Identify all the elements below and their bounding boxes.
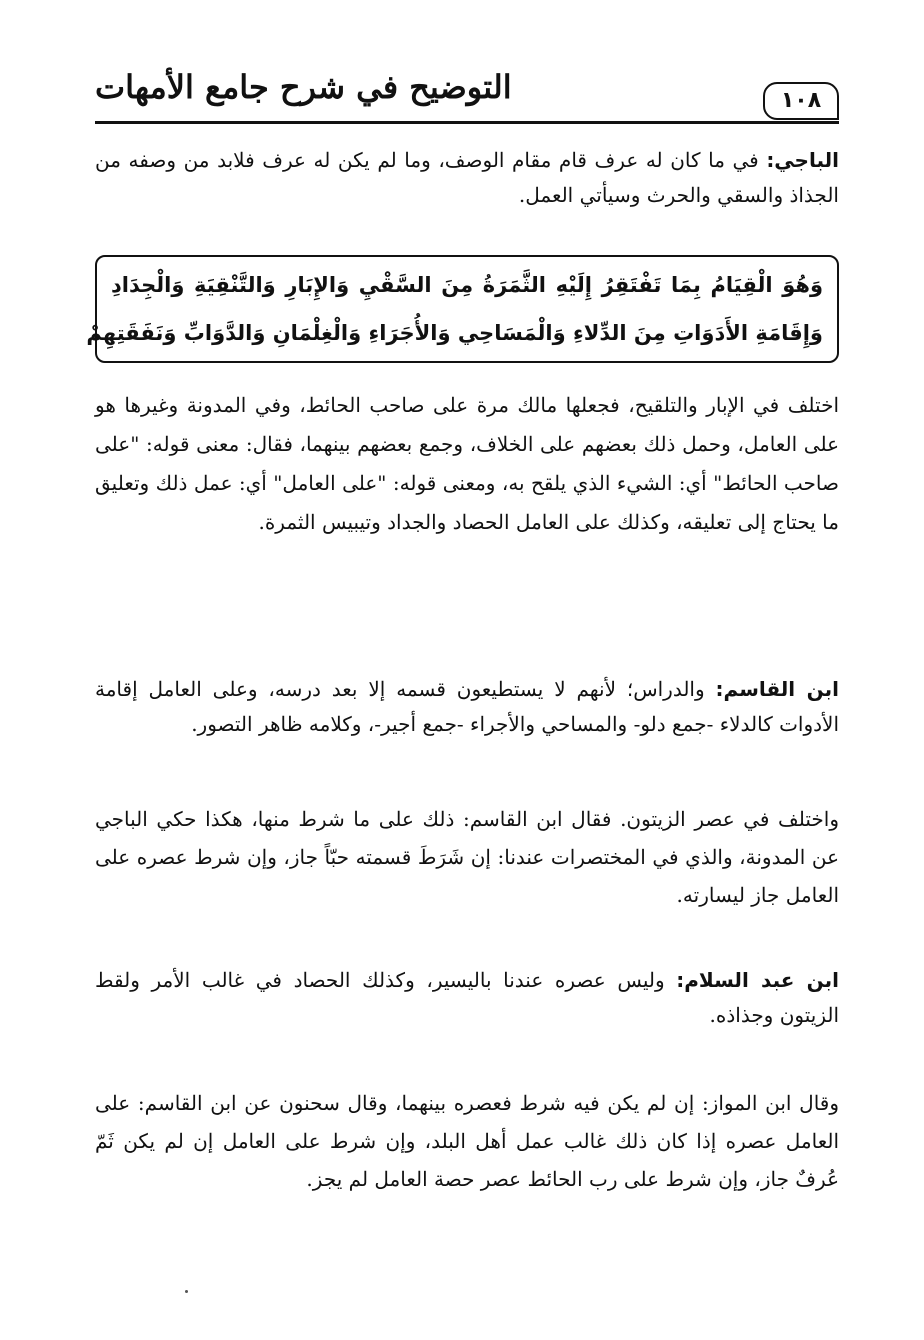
page-number: ١٠٨ [763, 82, 839, 120]
matn-box [86, 255, 839, 363]
paragraph-text: وقال ابن المواز: إن لم يكن فيه شرط فعصره بينهما، وقال سحنون عن ابن القاسم: على العامل عصره إذا كان ذلك غالب عمل أهل البلد، وإن شرط على العامل إن لم يكن ثَمّ عُرفٌ جاز، وإن شرط على رب الحائط عصر حصة العامل لم يجز. [95, 1091, 840, 1191]
speaker-label: الباجي: [766, 148, 839, 172]
header-rule [95, 121, 839, 124]
speaker-label: ابن القاسم: [715, 677, 839, 701]
speaker-label: ابن عبد السلام: [676, 968, 839, 992]
paragraph-olive-pressing [95, 800, 839, 914]
paragraph-text: وليس عصره عندنا باليسير، وكذلك الحصاد في غالب الأمر ولقط الزيتون وجذاذه. [95, 968, 839, 1027]
book-title: التوضيح في شرح جامع الأمهات [95, 68, 512, 106]
scan-speck [185, 1290, 188, 1293]
matn-line-2: وَإِقَامَةِ الأَدَوَاتِ مِنَ الدِّلاءِ وَالْمَسَاحِي وَالأُجَرَاءِ وَالْغِلْمَانِ وَالدَّوَابِّ وَنَفَقَتِهِمْ [86, 321, 823, 345]
paragraph-baji [95, 143, 839, 213]
paragraph-ibn-abd-salam [95, 963, 839, 1033]
paragraph-text: اختلف في الإبار والتلقيح، فجعلها مالك مرة على صاحب الحائط، وفي المدونة وغيرها هو على العامل، وحمل ذلك بعضهم على الخلاف، وجمع بعضهم بينهما، فقال: معنى قوله: "على صاحب الحائط" أي: الشيء الذي يلقح به، ومعنى قوله: "على العامل" أي: عمل ذلك وتعليق ما يحتاج إلى تعليقه، وكذلك على العامل الحصاد والجداد وتيبيس الثمرة. [95, 393, 839, 534]
paragraph-text: والدراس؛ لأنهم لا يستطيعون قسمه إلا بعد درسه، وعلى العامل إقامة الأدوات كالدلاء -جمع دلو- والمساحي والأجراء -جمع أجير-، وكلامه ظاهر التصور. [95, 677, 839, 736]
paragraph-text: واختلف في عصر الزيتون. فقال ابن القاسم: ذلك على ما شرط منها، هكذا حكي الباجي عن المدونة، والذي في المختصرات عندنا: إن شَرَطَ قسمته حبّاً جاز، وإن شرط عصره على العامل جاز ليسارته. [95, 807, 839, 907]
paragraph-text: في ما كان له عرف قام مقام الوصف، وما لم يكن له عرف فلابد من وصفه من الجذاذ والسقي والحرث وسيأتي العمل. [95, 148, 839, 207]
paragraph-ibn-qasim [95, 672, 839, 742]
paragraph-ibar [95, 386, 839, 542]
page-header [95, 62, 839, 122]
paragraph-ibn-mawaz [95, 1084, 839, 1198]
matn-line-1: وَهُوَ الْقِيَامُ بِمَا تَفْتَقِرُ إِلَيْهِ الثَّمَرَةُ مِنَ السَّقْيِ وَالإِبَارِ وَالتَّنْقِيَةِ وَالْجِدَادِ [111, 273, 823, 297]
